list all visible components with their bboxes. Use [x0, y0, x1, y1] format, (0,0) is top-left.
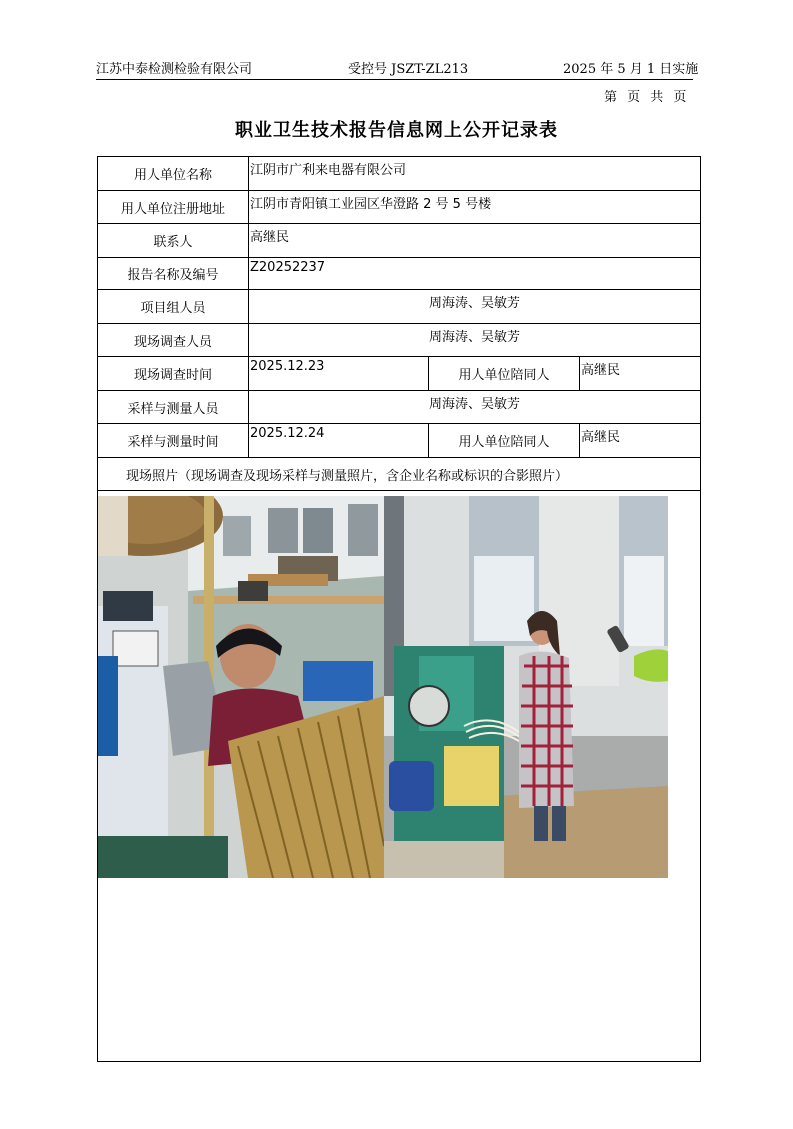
- row-address: [98, 191, 701, 224]
- report-number-value: Z20252237: [249, 258, 701, 290]
- address-value: 江阴市青阳镇工业园区华澄路 2 号 5 号楼: [249, 191, 701, 224]
- unit-name-label: 用人单位名称: [98, 157, 249, 191]
- report-label: 报告名称及编号: [98, 258, 249, 290]
- row-report: [98, 258, 701, 290]
- survey-escort-value: 高继民: [580, 357, 701, 391]
- record-form: [97, 156, 701, 1062]
- header-rule: [96, 79, 693, 80]
- row-team: [98, 290, 701, 324]
- row-unit-name: [98, 157, 701, 191]
- address-label: 用人单位注册地址: [98, 191, 249, 224]
- sampling-escort-label: 用人单位陪同人: [429, 424, 580, 458]
- contact-label: 联系人: [98, 224, 249, 258]
- row-survey-staff: [98, 324, 701, 357]
- document-title: 职业卫生技术报告信息网上公开记录表: [235, 120, 558, 141]
- survey-escort-label: 用人单位陪同人: [429, 357, 580, 391]
- sampling-time-value: 2025.12.24: [249, 424, 429, 458]
- site-photo-sampling: [384, 496, 668, 878]
- survey-staff-label: 现场调查人员: [98, 324, 249, 357]
- contact-value: 高继民: [249, 224, 701, 258]
- header-company: 江苏中泰检测检验有限公司: [96, 62, 253, 77]
- sampling-photo-image: [384, 496, 668, 878]
- photos-area: [98, 491, 700, 1061]
- sampling-staff-label: 采样与测量人员: [98, 391, 249, 424]
- row-survey-time: [98, 357, 701, 391]
- team-value: 周海涛、吴敏芳: [249, 290, 701, 324]
- workshop-photo-image: [98, 496, 384, 878]
- header-page-number: 第 页 共 页: [604, 90, 687, 105]
- row-photos: [98, 491, 701, 1062]
- sampling-staff-value: 周海涛、吴敏芳: [249, 391, 701, 424]
- photos-cell: [98, 491, 701, 1062]
- unit-name-value: 江阴市广利来电器有限公司: [249, 157, 701, 191]
- header-control-number: 受控号 JSZT-ZL213: [348, 62, 469, 77]
- row-contact: [98, 224, 701, 258]
- team-label: 项目组人员: [98, 290, 249, 324]
- sampling-time-label: 采样与测量时间: [98, 424, 249, 458]
- header-effective-date: 2025 年 5 月 1 日实施: [563, 62, 699, 77]
- survey-time-label: 现场调查时间: [98, 357, 249, 391]
- site-photo-workshop: [98, 496, 384, 878]
- photos-label: 现场照片（现场调查及现场采样与测量照片，含企业名称或标识的合影照片）: [98, 458, 701, 491]
- survey-time-value: 2025.12.23: [249, 357, 429, 391]
- row-sampling-time: [98, 424, 701, 458]
- survey-staff-value: 周海涛、吴敏芳: [249, 324, 701, 357]
- row-sampling-staff: [98, 391, 701, 424]
- sampling-escort-value: 高继民: [580, 424, 701, 458]
- row-photos-header: [98, 458, 701, 491]
